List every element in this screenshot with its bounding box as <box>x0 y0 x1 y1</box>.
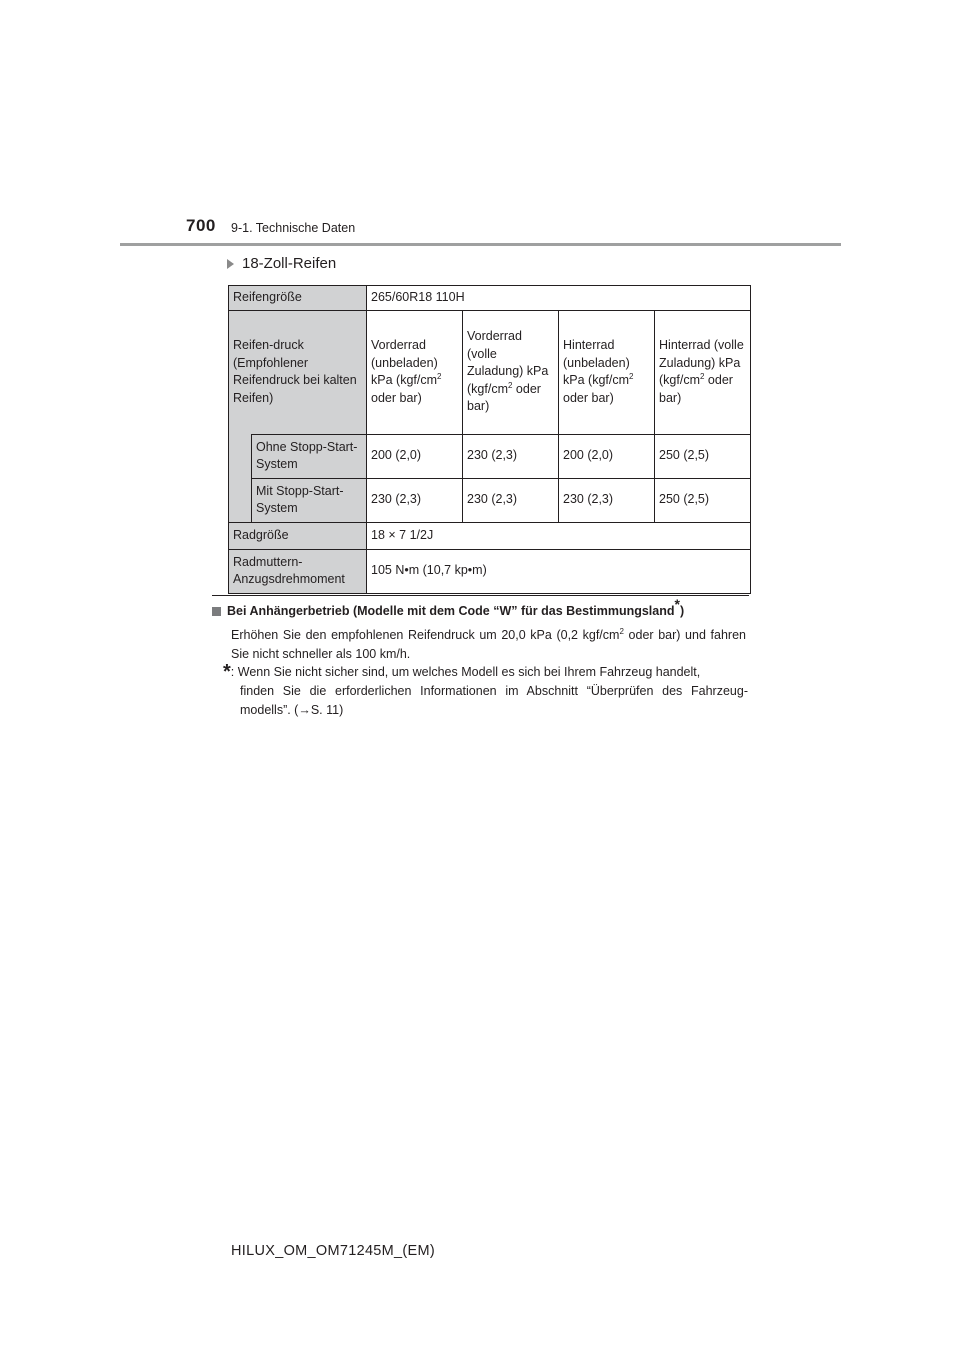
torque-value: 105 N•m (10,7 kp•m) <box>367 549 751 593</box>
superscript: 2 <box>629 372 634 381</box>
col-header-front-loaded <box>463 310 559 434</box>
table-row <box>229 478 751 522</box>
footnote-line: : Wenn Sie nicht sicher sind, um welches Modell es sich bei Ihrem Fahrzeug handelt, <box>230 665 701 679</box>
heading-text-end: ) <box>679 604 685 618</box>
table-row <box>229 549 751 593</box>
col-header-text: oder bar) <box>371 390 422 405</box>
table-row <box>229 310 751 434</box>
col-header-rear-unloaded <box>559 310 655 434</box>
col-header-text: oder bar) <box>467 381 541 414</box>
wheel-size-value: 18 × 7 1/2J <box>367 522 751 549</box>
col-header-text: Vorderrad (unbeladen) kPa (kgf/cm <box>371 338 438 387</box>
table-cell: 250 (2,5) <box>655 434 751 478</box>
table-row <box>229 522 751 549</box>
footnote <box>223 663 748 720</box>
table-cell: 200 (2,0) <box>367 434 463 478</box>
row-label-with-stop-start: Mit Stopp-Start-System <box>252 478 367 522</box>
tire-size-value: 265/60R18 110H <box>367 286 751 311</box>
page-number: 700 <box>186 216 216 235</box>
section-title: 9-1. Technische Daten <box>231 221 356 235</box>
tire-spec-table <box>228 285 751 594</box>
asterisk-mark: * <box>223 661 231 683</box>
superscript: 2 <box>508 380 513 390</box>
section-divider <box>212 595 749 596</box>
square-bullet-icon <box>212 607 221 616</box>
towing-info-text <box>231 626 746 664</box>
towing-info-heading <box>212 596 752 618</box>
superscript: 2 <box>700 372 705 381</box>
col-header-text: Hinterrad (volle Zuladung) kPa (kgf/cm <box>659 338 744 387</box>
col-header-front-unloaded <box>367 310 463 434</box>
subsection-title: 18-Zoll-Reifen <box>242 255 337 272</box>
header-divider <box>120 243 841 246</box>
table-cell: 230 (2,3) <box>463 478 559 522</box>
col-header-text: Hinterrad (unbeladen) kPa (kgf/cm <box>563 338 630 387</box>
table-cell: 200 (2,0) <box>559 434 655 478</box>
pressure-label: Reifen-druck (Empfohlener Reifendruck bei kalten Reifen) <box>229 310 367 434</box>
table-cell: 230 (2,3) <box>559 478 655 522</box>
table-cell: 250 (2,5) <box>655 478 751 522</box>
info-text-main: Erhöhen Sie den empfohlenen Reifendruck um 20,0 kPa (0,2 kgf/cm <box>231 628 620 642</box>
superscript: 2 <box>437 372 442 381</box>
asterisk-mark: * <box>674 596 680 612</box>
torque-label: Radmuttern-Anzugsdrehmoment <box>229 549 367 593</box>
superscript: 2 <box>619 627 624 636</box>
footnote-line: finden Sie die erforderlichen Informationen im Abschnitt “Überprüfen des Fahrzeug-modells”. (→S. 11) <box>240 684 748 717</box>
col-header-text: Vorderrad (volle Zuladung) kPa (kgf/cm <box>467 329 549 396</box>
info-text-end: oder bar) und fahren Sie nicht schneller als 100 km/h. <box>231 628 746 661</box>
tire-size-label: Reifengröße <box>229 286 367 311</box>
col-header-text: oder bar) <box>563 390 614 405</box>
subsection-heading <box>227 255 336 272</box>
document-code: HILUX_OM_OM71245M_(EM) <box>231 1243 436 1259</box>
row-label-without-stop-start: Ohne Stopp-Start-System <box>252 434 367 478</box>
col-header-text: oder bar) <box>659 373 733 405</box>
col-header-rear-loaded <box>655 310 751 434</box>
table-row <box>229 434 751 478</box>
triangle-bullet-icon <box>227 259 234 269</box>
heading-text-main: Bei Anhängerbetrieb (Modelle mit dem Code “W” für das Bestimmungsland <box>227 604 675 618</box>
table-row <box>229 286 751 311</box>
pressure-label-continuation <box>229 434 252 522</box>
wheel-size-label: Radgröße <box>229 522 367 549</box>
table-cell: 230 (2,3) <box>463 434 559 478</box>
table-cell: 230 (2,3) <box>367 478 463 522</box>
heading-text <box>227 596 685 618</box>
